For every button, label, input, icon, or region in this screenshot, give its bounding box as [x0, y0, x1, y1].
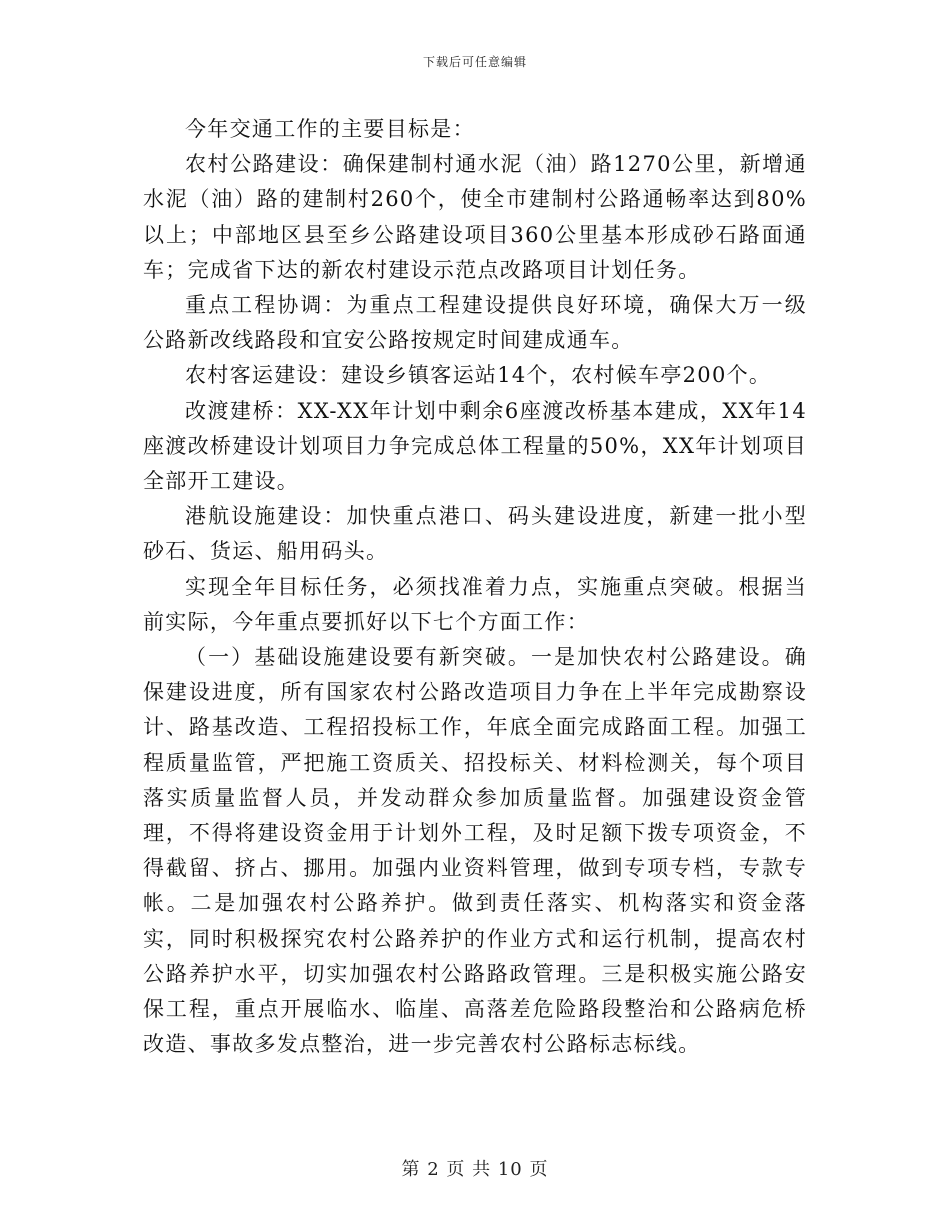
paragraph-ferry-bridge: 改渡建桥：XX-XX年计划中剩余6座渡改桥基本建成，XX年14座渡改桥建设计划项目力争完成总体工程量的50%，XX年计划项目全部开工建设。 — [143, 398, 807, 494]
paragraph-port-facilities: 港航设施建设：加快重点港口、码头建设进度，新建一批小型砂石、货运、船用码头。 — [143, 504, 807, 564]
paragraph-goals-intro: 今年交通工作的主要目标是： — [185, 117, 475, 141]
document-body — [143, 112, 807, 1062]
paragraph-key-projects: 重点工程协调：为重点工程建设提供良好环境，确保大万一级公路新改线路段和宜安公路按规定时间建成通车。 — [143, 293, 807, 353]
paragraph-rural-transit: 农村客运建设：建设乡镇客运站14个，农村候车亭200个。 — [185, 363, 772, 388]
paragraph-focus-points: 实现全年目标任务，必须找准着力点，实施重点突破。根据当前实际，今年重点要抓好以下七个方面工作： — [143, 574, 807, 634]
paragraph-infrastructure: （一）基础设施建设要有新突破。一是加快农村公路建设。确保建设进度，所有国家农村公路改造项目力争在上半年完成勘察设计、路基改造、工程招投标工作，年底全面完成路面工程。加强工程质量监管，严把施工资质关、招投标关、材料检测关，每个项目落实质量监督人员，并发动群众参加质量监督。加强建设资金管理，不得将建设资金用于计划外工程，及时足额下拨专项资金，不得截留、挤占、挪用。加强内业资料管理，做到专项专档，专款专帐。二是加强农村公路养护。做到责任落实、机构落实和资金落实，同时积极探究农村公路养护的作业方式和运行机制，提高农村公路养护水平，切实加强农村公路路政管理。三是积极实施公路安保工程，重点开展临水、临崖、高落差危险路段整治和公路病危桥改造、事故多发点整治，进一步完善农村公路标志标线。 — [143, 645, 807, 1057]
paragraph-rural-road: 农村公路建设：确保建制村通水泥（油）路1270公里，新增通水泥（油）路的建制村260个，使全市建制村公路通畅率达到80%以上；中部地区县至乡公路建设项目360公里基本形成砂石路面通车；完成省下达的新农村建设示范点改路项目计划任务。 — [143, 152, 807, 282]
page-number: 第 2 页 共 10 页 — [401, 1159, 549, 1180]
header-note: 下载后可任意编辑 — [422, 55, 527, 69]
